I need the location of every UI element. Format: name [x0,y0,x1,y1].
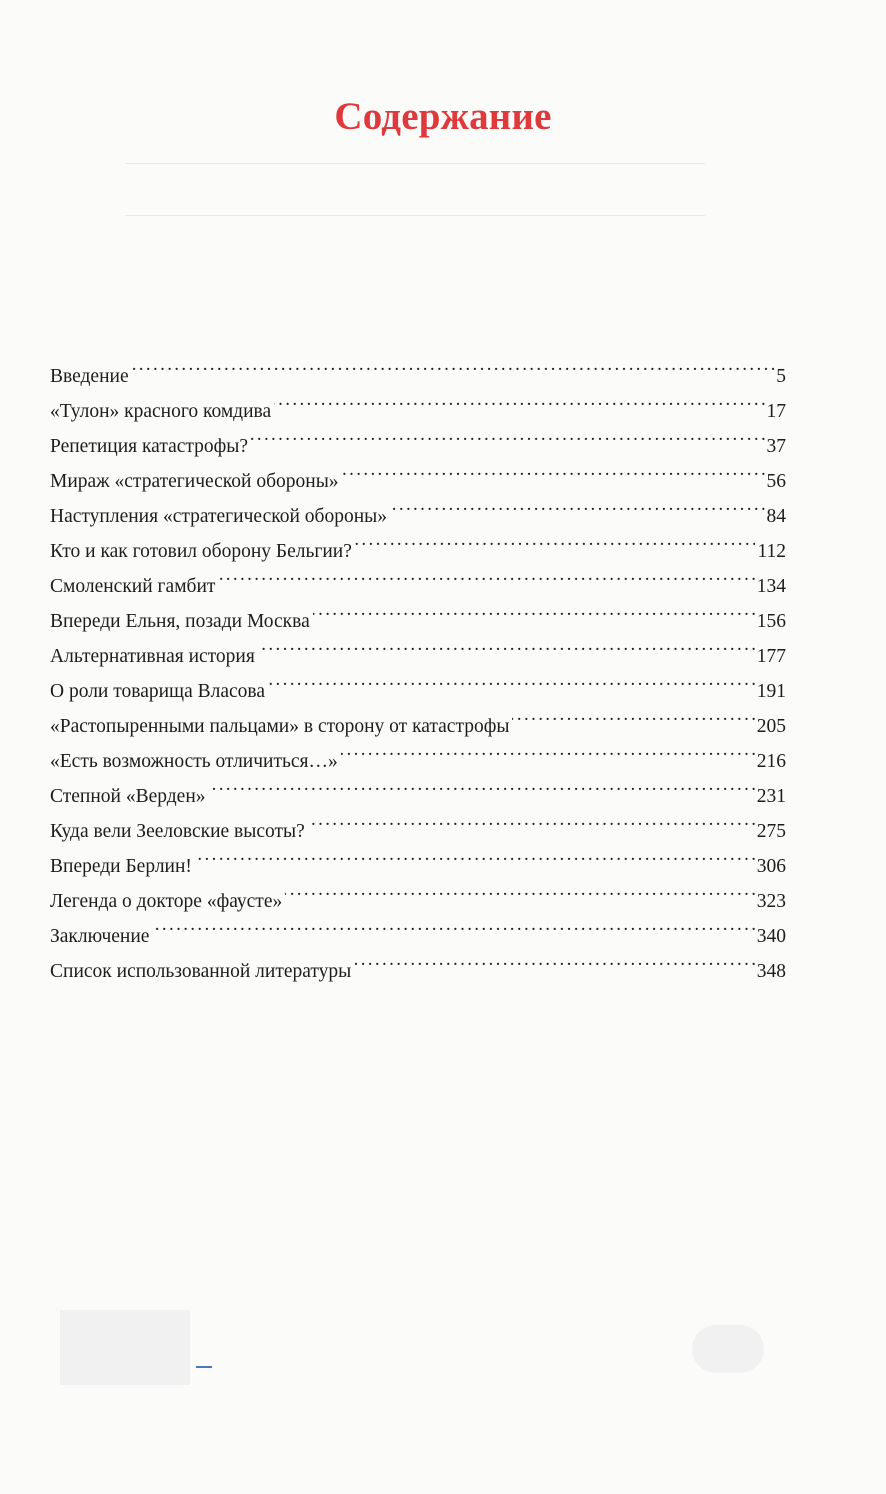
toc-entry-page-number: 177 [756,646,786,667]
toc-entry-title: Репетиция катастрофы? [50,436,249,457]
toc-entry-page-number: 323 [756,891,786,912]
toc-entry-page-number: 340 [756,926,786,947]
dot-leader [251,417,764,452]
toc-entry-title: «Тулон» красного комдива [50,401,272,422]
page-title: Содержание [334,95,552,138]
toc-entry-page-number: 112 [757,541,786,562]
toc-entry-page-number: 5 [776,366,786,387]
dot-leader [354,942,754,977]
toc-entry-page-number: 191 [756,681,786,702]
dot-leader [355,522,756,557]
toc-entry-page-number: 134 [756,576,786,597]
dot-leader [218,557,754,592]
show-through-badge [692,1325,764,1373]
toc-entry-page-number: 84 [766,506,786,527]
dot-leader [195,837,755,872]
toc-entry-page-number: 17 [766,401,786,422]
toc-entry-page-number: 37 [766,436,786,457]
toc-entry-title: Кто и как готовил оборону Бельгии? [50,541,352,562]
show-through-line [125,215,705,216]
toc-entry-page-number: 231 [756,786,786,807]
dot-leader [308,802,755,837]
toc-entry [50,907,786,947]
toc-entry-title: «Есть возможность отличиться…» [50,751,338,772]
toc-entry-title: Степной «Верден» [50,786,206,807]
toc-entry-page-number: 275 [756,821,786,842]
toc-entry-title: Мираж «стратегической обороны» [50,471,339,492]
toc-entry [50,347,786,387]
toc-entry-title: Альтернативная история [50,646,255,667]
dot-leader [512,697,754,732]
toc-entry-page-number: 156 [756,611,786,632]
toc-entry-title: Впереди Берлин! [50,856,192,877]
table-of-contents [50,347,786,982]
dot-leader [132,347,775,382]
dot-leader [342,452,765,487]
toc-entry-page-number: 306 [756,856,786,877]
toc-entry [50,942,786,982]
toc-entry-title: Заключение [50,926,150,947]
dot-leader [258,627,755,662]
toc-entry-page-number: 56 [766,471,786,492]
dot-leader [390,487,765,522]
toc-entry-title: Легенда о докторе «фаусте» [50,891,283,912]
toc-entry-page-number: 205 [756,716,786,737]
toc-entry-title: Наступления «стратегической обороны» [50,506,387,527]
show-through-barcode [60,1310,190,1385]
toc-entry-title: Впереди Ельня, позади Москва [50,611,310,632]
toc-entry-title: Введение [50,366,129,387]
show-through-line [125,163,705,164]
toc-entry-title: Куда вели Зееловские высоты? [50,821,305,842]
toc-entry [50,382,786,422]
dot-leader [313,592,755,627]
dot-leader [152,907,754,942]
toc-entry-title: Список использованной литературы [50,961,352,982]
blue-dash-mark [196,1366,212,1368]
toc-entry-title: «Растопыренными пальцами» в сторону от катастрофы [50,716,510,737]
dot-leader [268,662,755,697]
toc-entry-page-number: 216 [756,751,786,772]
dot-leader [209,767,755,802]
toc-entry-title: Смоленский гамбит [50,576,216,597]
dot-leader [285,872,755,907]
toc-entry-page-number: 348 [756,961,786,982]
dot-leader [341,732,755,767]
toc-entry-title: О роли товарища Власова [50,681,265,702]
dot-leader [274,382,764,417]
